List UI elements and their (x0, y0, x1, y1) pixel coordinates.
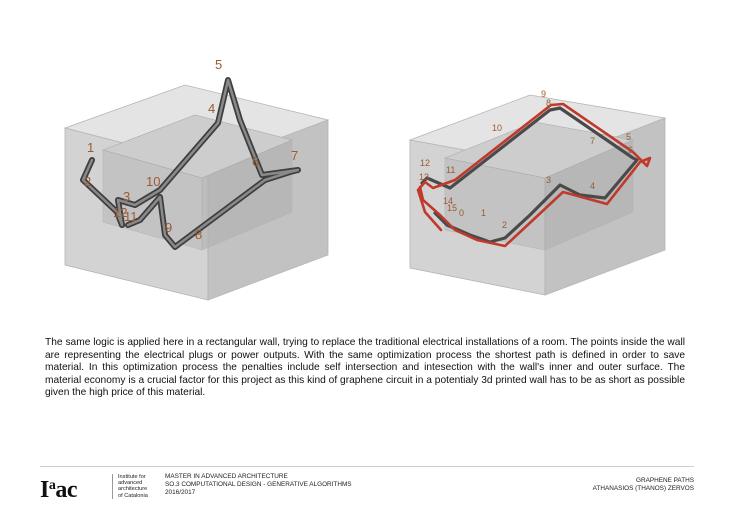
course-info (165, 473, 352, 498)
point-label: 7 (590, 136, 596, 146)
point-label: 3 (123, 189, 131, 204)
point-label: 3 (546, 175, 552, 185)
point-label: 7 (291, 148, 299, 163)
point-label: 5 (215, 57, 223, 72)
point-label: 8 (546, 98, 552, 108)
point-label: 11 (124, 209, 138, 224)
institute-name: Institute for advanced architecture of Catalonia (112, 474, 168, 499)
description-paragraph: The same logic is applied here in a rectangular wall, trying to replace the traditional electrical installations of a room. The points inside the wall are representing the electrical plugs or power outputs. With the same optimization process the shortest path is defined in order to save material. In this optimization process the penalties include self intersection and intesection with the wall's inner and outer surface. The material economy is a crucial factor for this project as this kind of graphene circuit in a potentialy 3d printed wall has to be as short as possible given the high price of this material. (45, 337, 685, 399)
project-title: GRAPHENE PATHS (636, 477, 694, 484)
point-label: 2 (502, 220, 508, 230)
point-label: 4 (590, 181, 596, 191)
point-label: 1 (87, 140, 95, 155)
project-author: ATHANASIOS (THANOS) ZERVOS (592, 485, 694, 492)
point-label: 6 (628, 145, 634, 155)
point-label: 12 (420, 158, 431, 168)
point-label: 2 (84, 174, 92, 189)
point-label: 9 (165, 220, 173, 235)
point-label: 13 (419, 172, 430, 182)
point-label: 6 (252, 154, 260, 169)
right-wall-diagram (365, 0, 730, 320)
iaac-logo: $I^aac$ (40, 477, 77, 503)
point-label: 11 (446, 165, 456, 175)
wall-volume (65, 85, 328, 300)
point-label: 15 (447, 203, 458, 213)
course-module: SO.3 COMPUTATIONAL DESIGN - GENERATIVE ALGORITHMS (165, 481, 352, 489)
point-label: 5 (626, 132, 632, 142)
point-label: 10 (492, 123, 503, 133)
point-label: 0 (459, 208, 465, 218)
footer-divider (40, 466, 694, 467)
wall-volume (410, 95, 665, 295)
point-label: 12 (113, 205, 128, 220)
course-year: 2016/2017 (165, 489, 196, 497)
point-label: 4 (208, 101, 216, 116)
point-label: 9 (541, 89, 547, 99)
point-label: 8 (195, 227, 203, 242)
course-program: MASTER IN ADVANCED ARCHITECTURE (165, 473, 288, 480)
point-label: 10 (146, 174, 161, 189)
project-credits (593, 477, 694, 493)
point-label: 14 (443, 196, 454, 206)
left-wall-diagram (0, 0, 365, 320)
point-label: 1 (481, 208, 487, 218)
